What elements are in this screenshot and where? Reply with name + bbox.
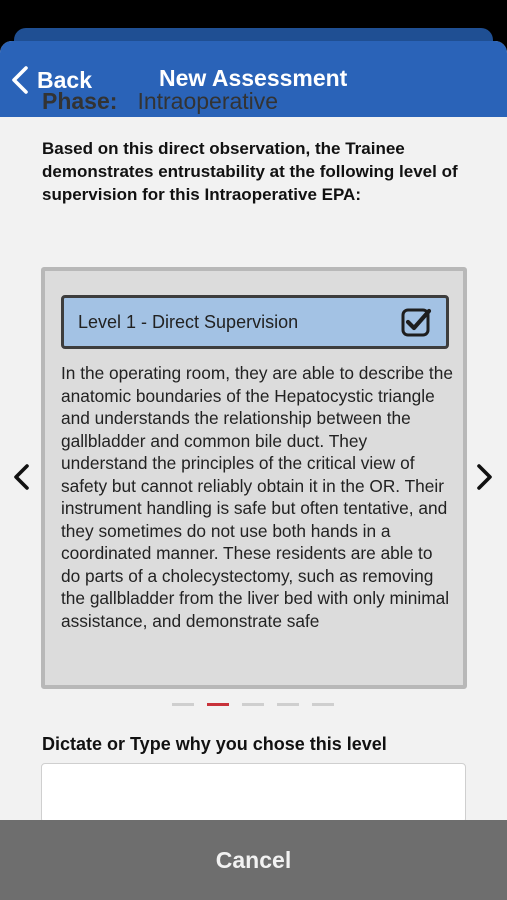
level-option[interactable] xyxy=(61,295,449,349)
reason-input[interactable] xyxy=(41,763,466,823)
page-title: New Assessment xyxy=(159,65,348,91)
page-dot[interactable] xyxy=(312,703,334,706)
level-description: In the operating room, they are able to describe the anatomic boundaries of the Hepatocystic triangle and understands the relationship between the gallbladder and common bile duct. They understand the principles of the critical view of safety but cannot reliably obtain it in the OR. Their instrument handling is safe but often tentative, and they sometimes do not use both hands in a coordinated manner. These residents are able to do parts of a cholecystectomy, such as removing the gallbladder from the liver bed with only minimal assistance, and demonstrate safe xyxy=(61,363,453,631)
phase-value: Intraoperative xyxy=(137,88,279,114)
supervision-prompt: Based on this direct observation, the Trainee demonstrates entrustability at the following level of supervision for this Intraoperative EPA: xyxy=(42,139,458,204)
level-card xyxy=(41,267,467,689)
carousel-next-button[interactable] xyxy=(473,462,497,492)
cancel-button[interactable] xyxy=(0,820,507,900)
carousel-prev-button[interactable] xyxy=(9,462,33,492)
phase-label: Phase: xyxy=(42,88,118,114)
page-dot[interactable] xyxy=(277,703,299,706)
chevron-left-icon xyxy=(10,65,30,95)
page-dot[interactable] xyxy=(207,703,229,706)
phase-row xyxy=(42,88,278,115)
page-dot[interactable] xyxy=(242,703,264,706)
page-dot[interactable] xyxy=(172,703,194,706)
page-indicator xyxy=(172,703,347,706)
cancel-label: Cancel xyxy=(215,846,292,873)
reason-label: Dictate or Type why you chose this level xyxy=(42,734,387,754)
checkbox-checked-icon[interactable] xyxy=(401,307,432,338)
back-label: Back xyxy=(37,66,92,93)
level-label: Level 1 - Direct Supervision xyxy=(78,312,299,332)
